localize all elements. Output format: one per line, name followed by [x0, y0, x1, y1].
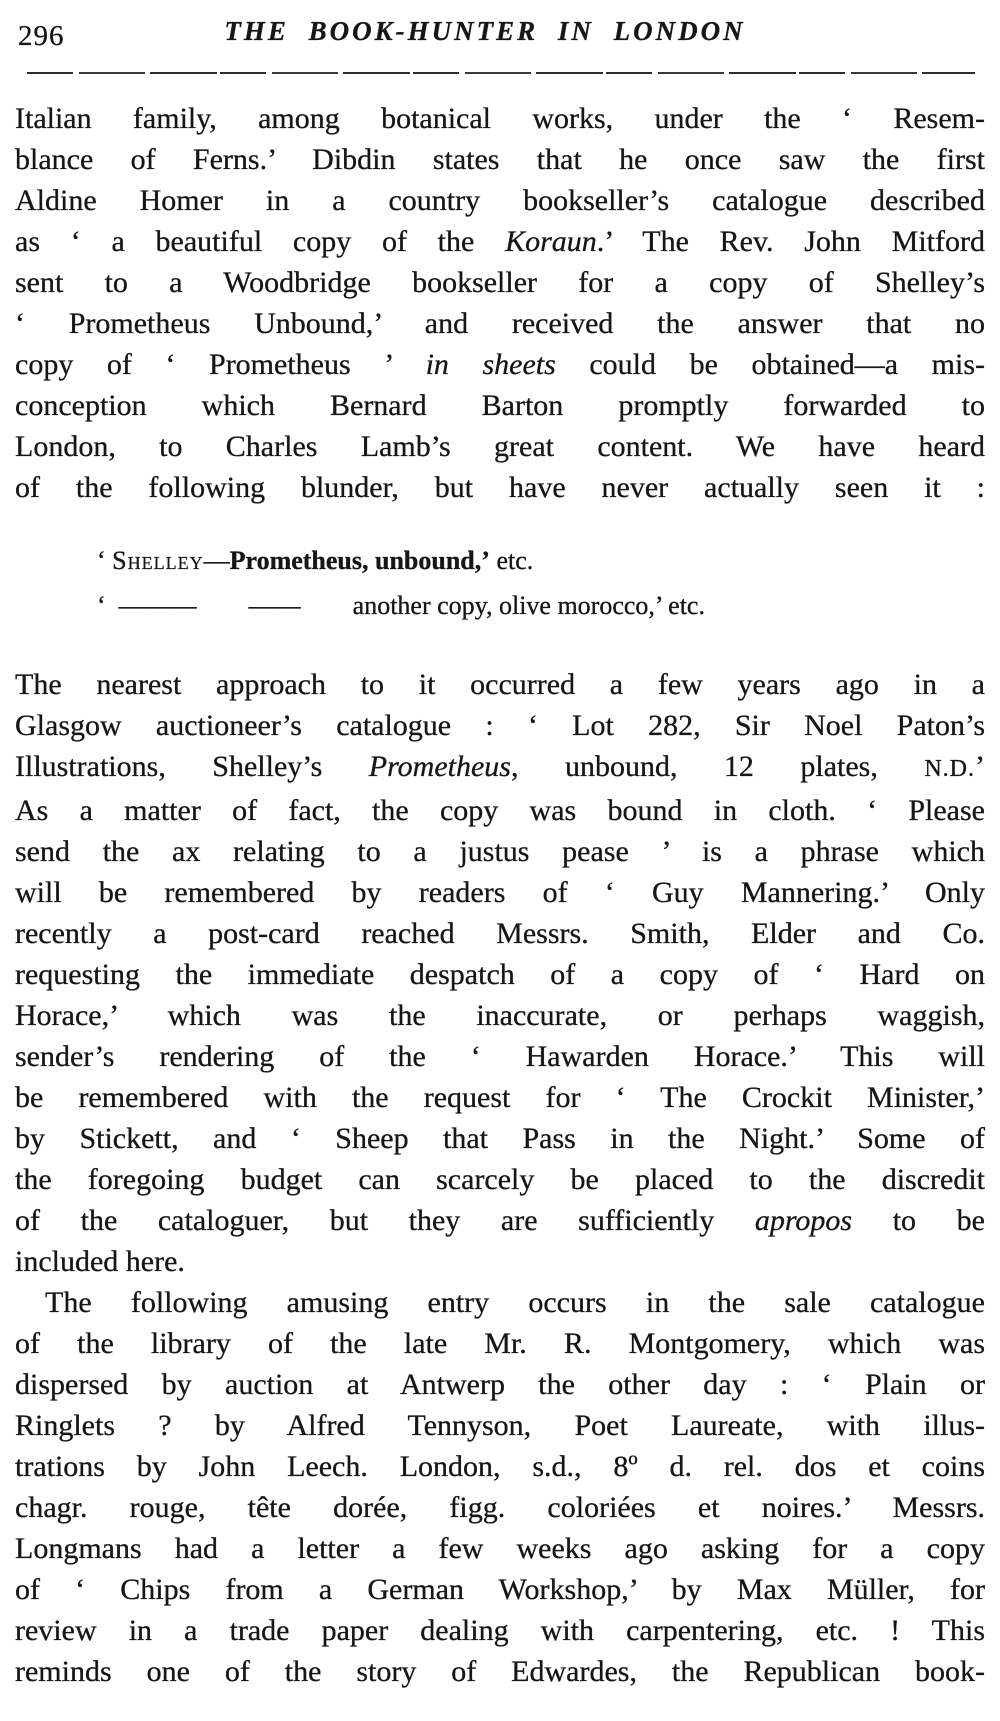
text-segment: requesting the immediate despatch of a copy of ‘ Hard on — [15, 958, 985, 991]
text-segment: Horace,’ which was the inaccurate, or perhaps waggish, — [15, 999, 985, 1032]
text-line — [97, 583, 985, 628]
text-line — [15, 1241, 985, 1282]
text-segment: ‘ Prometheus Unbound,’ and received the answer that no — [15, 307, 985, 340]
text-segment: will be remembered by readers of ‘ Guy Mannering.’ Only — [15, 876, 985, 909]
text-segment: apropos — [754, 1204, 853, 1237]
text-line — [15, 98, 985, 139]
text-line — [15, 1651, 985, 1692]
page-header — [15, 14, 985, 58]
text-segment: dispersed by auction at Antwerp the other day : ‘ Plain or — [15, 1368, 985, 1401]
text-segment: in sheets — [425, 348, 556, 381]
text-segment: sender’s rendering of the ‘ Hawarden Horace.’ This will — [15, 1040, 985, 1073]
running-title: THE BOOK-HUNTER IN LONDON — [224, 16, 746, 46]
text-line — [15, 1610, 985, 1651]
text-segment: the foregoing budget can scarcely be placed to the discredit — [15, 1163, 985, 1196]
text-line — [15, 995, 985, 1036]
text-line — [15, 303, 985, 344]
text-segment: blance of Ferns.’ Dibdin states that he once saw the first — [15, 143, 985, 176]
text-line — [15, 746, 985, 790]
text-line — [15, 180, 985, 221]
text-line — [15, 1323, 985, 1364]
text-line — [15, 872, 985, 913]
text-line — [15, 221, 985, 262]
text-segment: could be obtained—a mis- — [555, 348, 985, 381]
text-segment: Shelley — [112, 546, 204, 575]
catalogue-quote — [97, 538, 985, 628]
text-segment: ‘ — [97, 546, 113, 575]
text-line — [15, 790, 985, 831]
text-line — [15, 1528, 985, 1569]
header-rule — [27, 72, 975, 74]
text-segment: of ‘ Chips from a German Workshop,’ by Max Müller, for — [15, 1573, 985, 1606]
text-line — [15, 1077, 985, 1118]
text-line — [15, 1036, 985, 1077]
paragraph-nearest-approach — [15, 664, 985, 1282]
text-line — [15, 262, 985, 303]
text-line — [15, 954, 985, 995]
text-segment: as ‘ a beautiful copy of the — [15, 225, 506, 258]
text-line — [15, 705, 985, 746]
text-line — [15, 1364, 985, 1405]
text-segment: — — [203, 546, 230, 575]
text-segment: Ringlets ? by Alfred Tennyson, Poet Laureate, with illus- — [15, 1409, 985, 1442]
text-segment: Koraun — [505, 225, 597, 258]
page-body — [15, 98, 985, 1692]
text-segment: The following amusing entry occurs in the sale catalogue — [45, 1286, 985, 1319]
text-segment: N.D. — [924, 756, 975, 782]
text-segment: be remembered with the request for ‘ The Crockit Minister,’ — [15, 1081, 985, 1114]
text-segment: As a matter of fact, the copy was bound in cloth. ‘ Please — [15, 794, 985, 827]
text-line — [15, 139, 985, 180]
text-segment: ’ — [975, 750, 985, 783]
text-segment: etc. — [489, 546, 534, 575]
text-segment: The nearest approach to it occurred a few years ago in a — [15, 668, 985, 701]
paragraph-amusing-entry — [15, 1282, 985, 1692]
text-segment: copy of ‘ Prometheus ’ — [15, 348, 426, 381]
text-segment: trations by John Leech. London, s.d., 8º d. rel. dos et coins — [15, 1450, 985, 1483]
text-segment: Prometheus — [368, 750, 511, 783]
text-line — [15, 385, 985, 426]
text-line — [15, 1200, 985, 1241]
text-segment: .’ The Rev. John Mitford — [596, 225, 985, 258]
text-segment: , unbound, 12 plates, — [510, 750, 925, 783]
text-segment: ‘ ——— —— another copy, olive morocco,’ etc. — [97, 591, 705, 620]
text-segment: included here. — [15, 1245, 185, 1278]
text-line — [15, 1487, 985, 1528]
text-segment: to be — [852, 1204, 985, 1237]
text-segment: chagr. rouge, tête dorée, figg. coloriées et noires.’ Messrs. — [15, 1491, 985, 1524]
text-line — [15, 913, 985, 954]
text-segment: of the following blunder, but have never actually seen it : — [15, 471, 985, 504]
text-segment: reminds one of the story of Edwardes, the Republican book- — [15, 1655, 985, 1688]
text-segment: sent to a Woodbridge bookseller for a copy of Shelley’s — [15, 266, 985, 299]
text-segment: Aldine Homer in a country bookseller’s catalogue described — [15, 184, 985, 217]
text-line — [15, 1405, 985, 1446]
text-segment: Longmans had a letter a few weeks ago asking for a copy — [15, 1532, 985, 1565]
text-line — [15, 467, 985, 508]
paragraph-opening — [15, 98, 985, 508]
text-segment: review in a trade paper dealing with carpentering, etc. ! This — [15, 1614, 985, 1647]
text-segment: by Stickett, and ‘ Sheep that Pass in the Night.’ Some of — [15, 1122, 985, 1155]
text-line — [15, 344, 985, 385]
text-segment: of the library of the late Mr. R. Montgomery, which was — [15, 1327, 985, 1360]
text-segment: of the cataloguer, but they are sufficiently — [15, 1204, 755, 1237]
text-segment: London, to Charles Lamb’s great content. We have heard — [15, 430, 985, 463]
text-segment: Glasgow auctioneer’s catalogue : ‘ Lot 282, Sir Noel Paton’s — [15, 709, 985, 742]
page-number: 296 — [18, 20, 65, 52]
text-line — [15, 664, 985, 705]
text-line — [15, 1446, 985, 1487]
text-segment: Prometheus, unbound,’ — [229, 546, 490, 575]
text-segment: conception which Bernard Barton promptly forwarded to — [15, 389, 985, 422]
text-line — [97, 538, 985, 583]
text-segment: recently a post-card reached Messrs. Smith, Elder and Co. — [15, 917, 985, 950]
text-line — [15, 1282, 985, 1323]
text-segment: Italian family, among botanical works, under the ‘ Resem- — [15, 102, 985, 135]
text-line — [15, 1159, 985, 1200]
text-segment: send the ax relating to a justus pease ’ is a phrase which — [15, 835, 985, 868]
text-line — [15, 1118, 985, 1159]
text-line — [15, 426, 985, 467]
text-line — [15, 831, 985, 872]
text-segment: Illustrations, Shelley’s — [15, 750, 369, 783]
text-line — [15, 1569, 985, 1610]
